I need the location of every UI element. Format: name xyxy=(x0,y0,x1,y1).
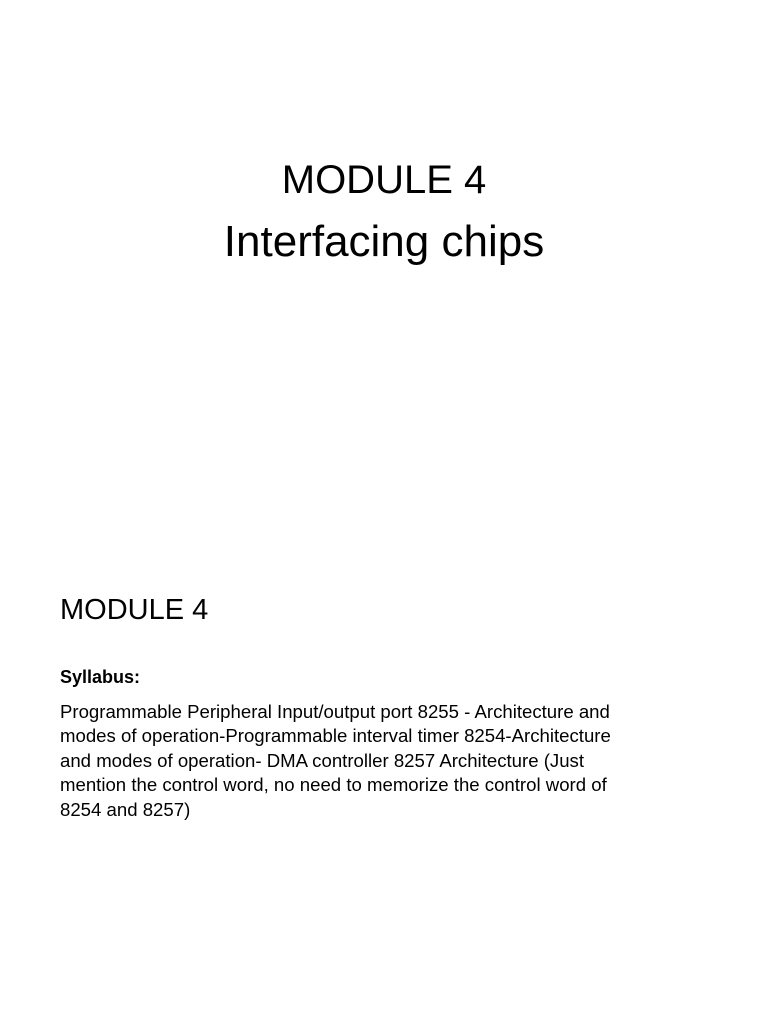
topic-title: Interfacing chips xyxy=(223,217,545,266)
syllabus-line: mention the control word, no need to memorize the control word of xyxy=(60,774,607,796)
syllabus-line: and modes of operation- DMA controller 8257 Architecture (Just xyxy=(60,749,584,771)
syllabus-line: modes of operation-Programmable interval timer 8254-Architecture xyxy=(60,725,611,747)
title-slide xyxy=(0,150,768,300)
syllabus-line: Programmable Peripheral Input/output port 8255 - Architecture and xyxy=(60,701,610,722)
content-heading: MODULE 4 xyxy=(60,594,209,626)
module-title: MODULE 4 xyxy=(281,158,487,202)
syllabus-line: 8254 and 8257) xyxy=(60,798,191,820)
syllabus-text xyxy=(60,700,700,822)
syllabus-label: Syllabus: xyxy=(60,667,141,687)
